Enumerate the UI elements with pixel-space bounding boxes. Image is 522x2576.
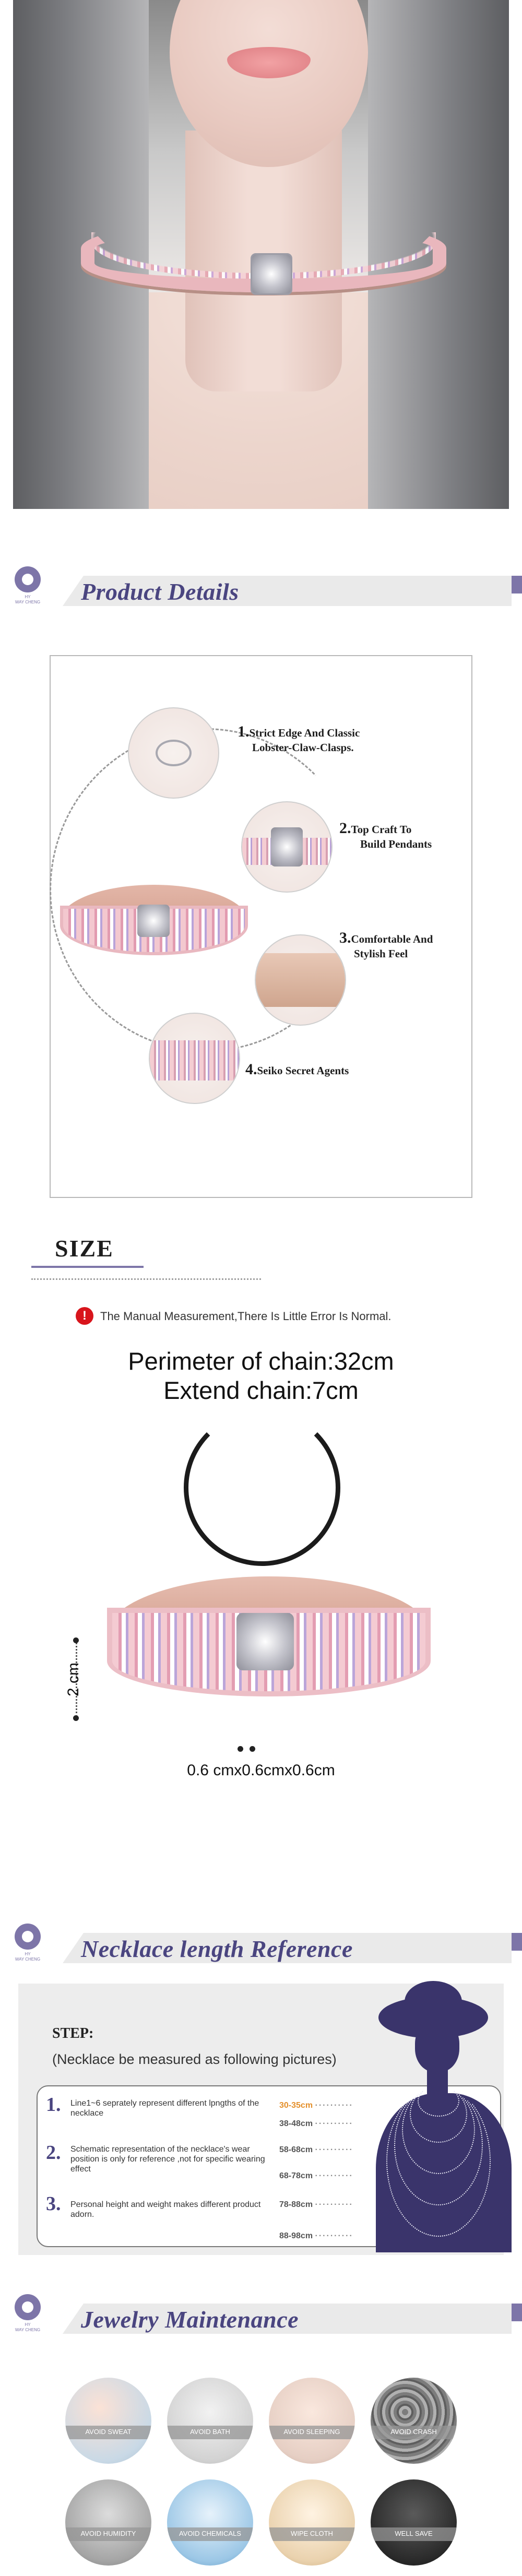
- feature-3: 3.Comfortable And Stylish Feel: [339, 929, 433, 960]
- dimension-dot: [250, 1746, 255, 1752]
- clasp-shape: [156, 740, 191, 766]
- logo-text: HY WAY CHENG: [15, 2322, 41, 2332]
- length-row-2: 38-48cm ··········: [279, 2119, 353, 2128]
- logo-ring-icon: [15, 1924, 41, 1950]
- extend-text: Extend chain:7cm: [163, 1376, 359, 1404]
- detail-bracelet: [60, 885, 248, 960]
- thickness-label: 0.6 cmx0.6cmx0.6cm: [187, 1762, 335, 1779]
- care-avoid-sweat: [65, 2378, 151, 2464]
- length-row-5: 78-88cm ··········: [279, 2200, 353, 2209]
- section-banner-necklace-length: [0, 1913, 522, 1970]
- care-well-save: [371, 2479, 457, 2566]
- section-banner-maintenance: [0, 2284, 522, 2341]
- care-label: WELL SAVE: [395, 2530, 433, 2537]
- note-number: 3.: [46, 2193, 61, 2215]
- feature-2: 2.Top Craft To Build Pendants: [339, 820, 432, 850]
- height-label: 2 cm: [65, 1662, 82, 1696]
- care-label: AVOID SWEAT: [85, 2428, 132, 2436]
- care-avoid-sleeping: [269, 2378, 355, 2464]
- section-title: Product Details: [81, 578, 239, 605]
- detail-image-clasp: [128, 707, 219, 799]
- logo-ring-icon: [15, 566, 41, 592]
- warning-icon: !: [76, 1307, 93, 1325]
- hat-crown: [405, 1981, 462, 2023]
- logo-text: HY WAY CHENG: [15, 595, 41, 604]
- care-avoid-crash: [371, 2378, 457, 2464]
- bracelet-gem: [236, 1613, 294, 1670]
- care-label: AVOID CRASH: [390, 2428, 437, 2436]
- step-subtitle: (Necklace be measured as following pictures): [52, 2051, 337, 2067]
- step-title: STEP:: [52, 2025, 94, 2041]
- perimeter-text: Perimeter of chain:32cm: [128, 1347, 394, 1375]
- necklace-strand: [386, 2085, 491, 2237]
- leather-shape: [256, 953, 345, 1007]
- size-divider: [31, 1278, 261, 1280]
- detail-image-leather: [255, 934, 346, 1026]
- care-avoid-humidity: [65, 2479, 151, 2566]
- gem-shape: [271, 827, 303, 866]
- length-row-6: 88-98cm ··········: [279, 2231, 353, 2240]
- note-number: 2.: [46, 2142, 61, 2164]
- size-title: SIZE: [55, 1235, 114, 1262]
- logo-ring-icon: [15, 2294, 41, 2320]
- care-label: AVOID CHEMICALS: [179, 2530, 241, 2537]
- care-label: WIPE CLOTH: [291, 2530, 333, 2537]
- logo-text: HY WAY CHENG: [15, 1952, 41, 1962]
- note-number: 1.: [46, 2094, 61, 2116]
- size-bracelet: [107, 1576, 431, 1702]
- length-row-1: 30-35cm ··········: [279, 2101, 353, 2110]
- woman-silhouette: [365, 1981, 522, 2252]
- care-avoid-chemicals: [167, 2479, 253, 2566]
- bracelet-gem: [137, 905, 170, 937]
- section-banner-product-details: [0, 556, 522, 613]
- brand-logo: [9, 2294, 46, 2336]
- section-title: Jewelry Maintenance: [81, 2306, 299, 2333]
- length-row-3: 58-68cm ··········: [279, 2145, 353, 2154]
- dimension-dot: [238, 1746, 243, 1752]
- section-title: Necklace length Reference: [81, 1936, 353, 1962]
- detail-image-pendant: [241, 801, 333, 893]
- care-label: AVOID HUMIDITY: [80, 2530, 136, 2537]
- measurement-warning: The Manual Measurement,There Is Little Error Is Normal.: [100, 1310, 392, 1323]
- size-underline: [31, 1266, 144, 1268]
- choker-pendant: [251, 253, 292, 295]
- detail-image-band: [149, 1013, 240, 1104]
- length-row-4: 68-78cm ··········: [279, 2171, 353, 2180]
- brand-logo: [9, 566, 46, 608]
- dimension-dot: [73, 1715, 79, 1721]
- hero-photo: [13, 0, 509, 509]
- dimension-dot: [73, 1637, 79, 1643]
- feature-4: 4.Seiko Secret Agents: [245, 1061, 349, 1078]
- care-label: AVOID SLEEPING: [283, 2428, 340, 2436]
- care-label: AVOID BATH: [190, 2428, 230, 2436]
- chain-arc-icon: [184, 1409, 340, 1566]
- note-text: Schematic representation of the necklace's wear position is only for reference ,not for specific wearing effect: [70, 2145, 265, 2174]
- brand-logo: [9, 1924, 46, 1965]
- note-text: Line1~6 seprately represent different lpngths of the necklace: [70, 2099, 259, 2118]
- care-wipe-cloth: [269, 2479, 355, 2566]
- feature-1: 1.Strict Edge And Classic Lobster-Claw-Clasps.: [238, 723, 360, 754]
- strap-shape: [150, 1040, 239, 1081]
- note-text: Personal height and weight makes different product adorn.: [70, 2200, 261, 2219]
- care-avoid-bath: [167, 2378, 253, 2464]
